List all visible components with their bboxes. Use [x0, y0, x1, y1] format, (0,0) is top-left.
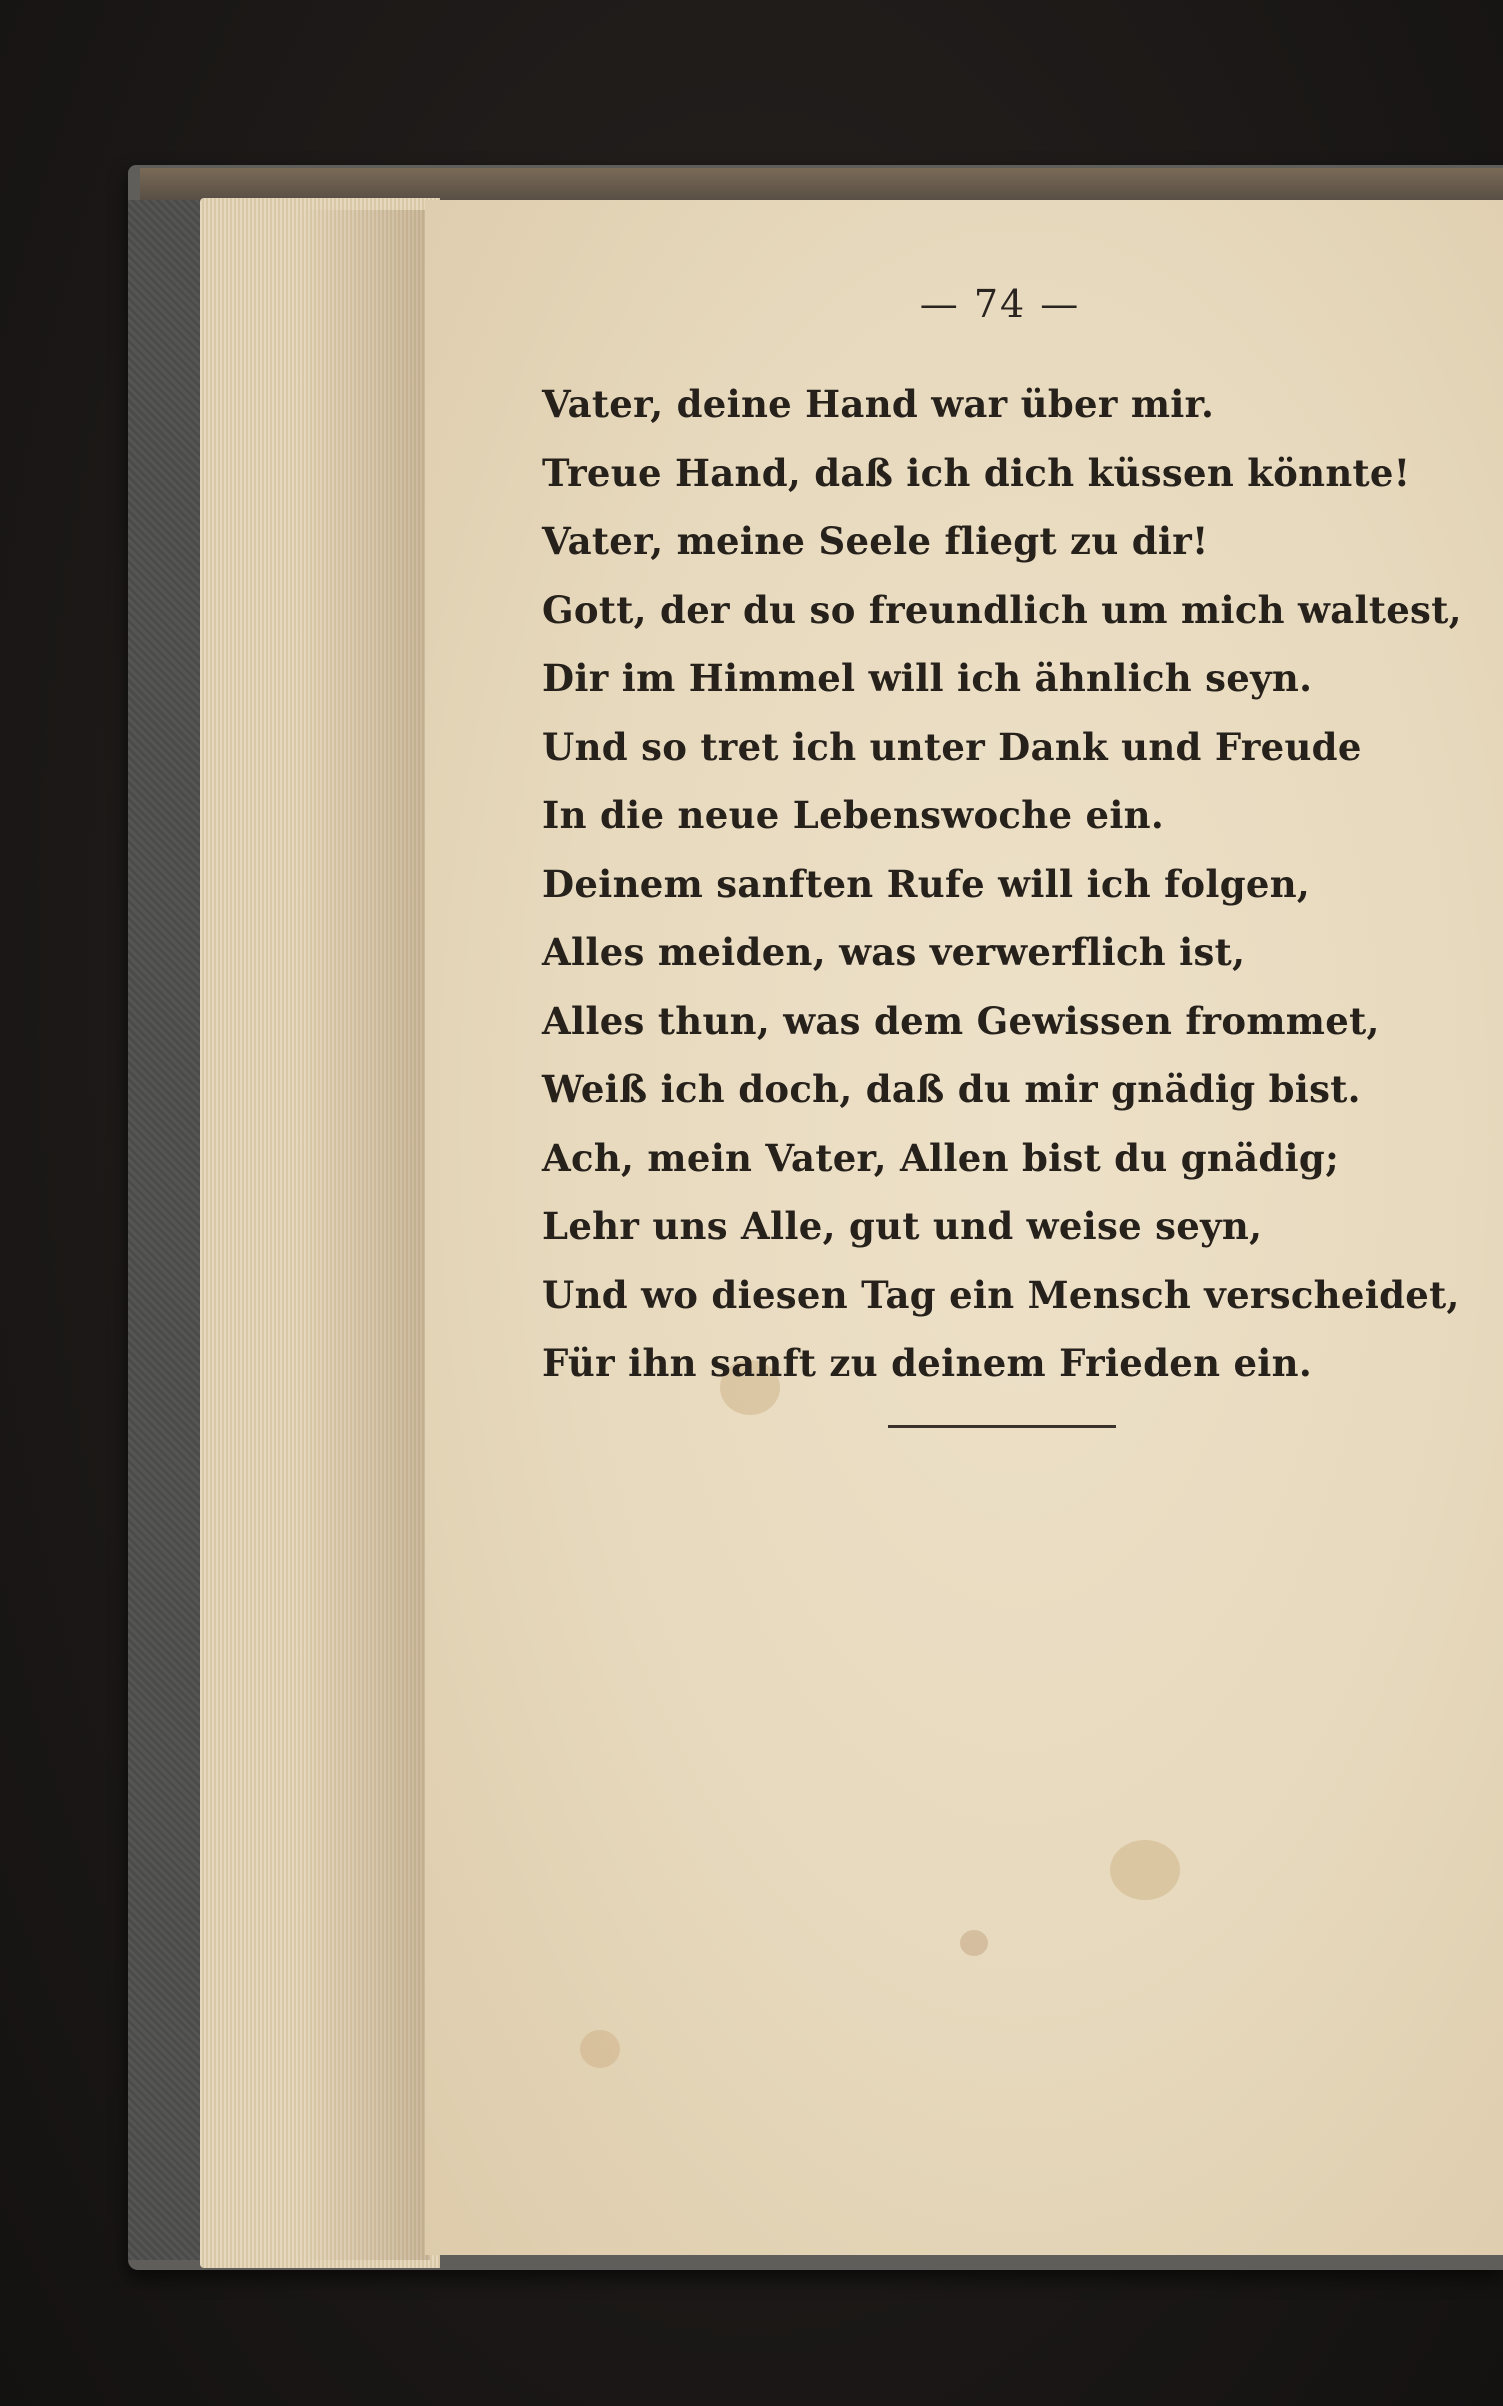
paper-stain: [960, 1930, 988, 1956]
page-number: — 74 —: [919, 282, 1081, 326]
poem-line: Alles meiden, was verwerflich ist,: [542, 930, 1246, 974]
section-divider-rule: [888, 1425, 1116, 1428]
poem-line: Lehr uns Alle, gut und weise seyn,: [542, 1204, 1263, 1248]
poem-line: Vater, meine Seele fliegt zu dir!: [542, 519, 1209, 563]
poem-line: Treue Hand, daß ich dich küssen könnte!: [542, 450, 1411, 495]
paper-stain: [1110, 1840, 1180, 1900]
paper-stain: [580, 2030, 620, 2068]
poem-line: Und wo diesen Tag ein Mensch verscheidet,: [542, 1272, 1460, 1317]
poem-line: Für ihn sanft zu deinem Frieden ein.: [542, 1341, 1313, 1385]
poem-text: [542, 370, 1462, 1398]
book-board-left: [128, 200, 210, 2260]
poem-line: Alles thun, was dem Gewissen frommet,: [542, 998, 1380, 1043]
poem-line: Dir im Himmel will ich ähnlich seyn.: [542, 656, 1313, 700]
poem-line: Weiß ich doch, daß du mir gnädig bist.: [542, 1067, 1361, 1111]
poem-line: In die neue Lebenswoche ein.: [542, 793, 1165, 837]
book-cover-top-edge: [140, 168, 1503, 200]
poem-line: Vater, deine Hand war über mir.: [542, 382, 1215, 426]
poem-line: Und so tret ich unter Dank und Freude: [542, 724, 1362, 769]
poem-line: Gott, der du so freundlich um mich waltest,: [542, 587, 1462, 632]
poem-line: Ach, mein Vater, Allen bist du gnädig;: [542, 1135, 1340, 1180]
poem-line: Deinem sanften Rufe will ich folgen,: [542, 861, 1311, 906]
gutter-shadow: [300, 210, 430, 2260]
